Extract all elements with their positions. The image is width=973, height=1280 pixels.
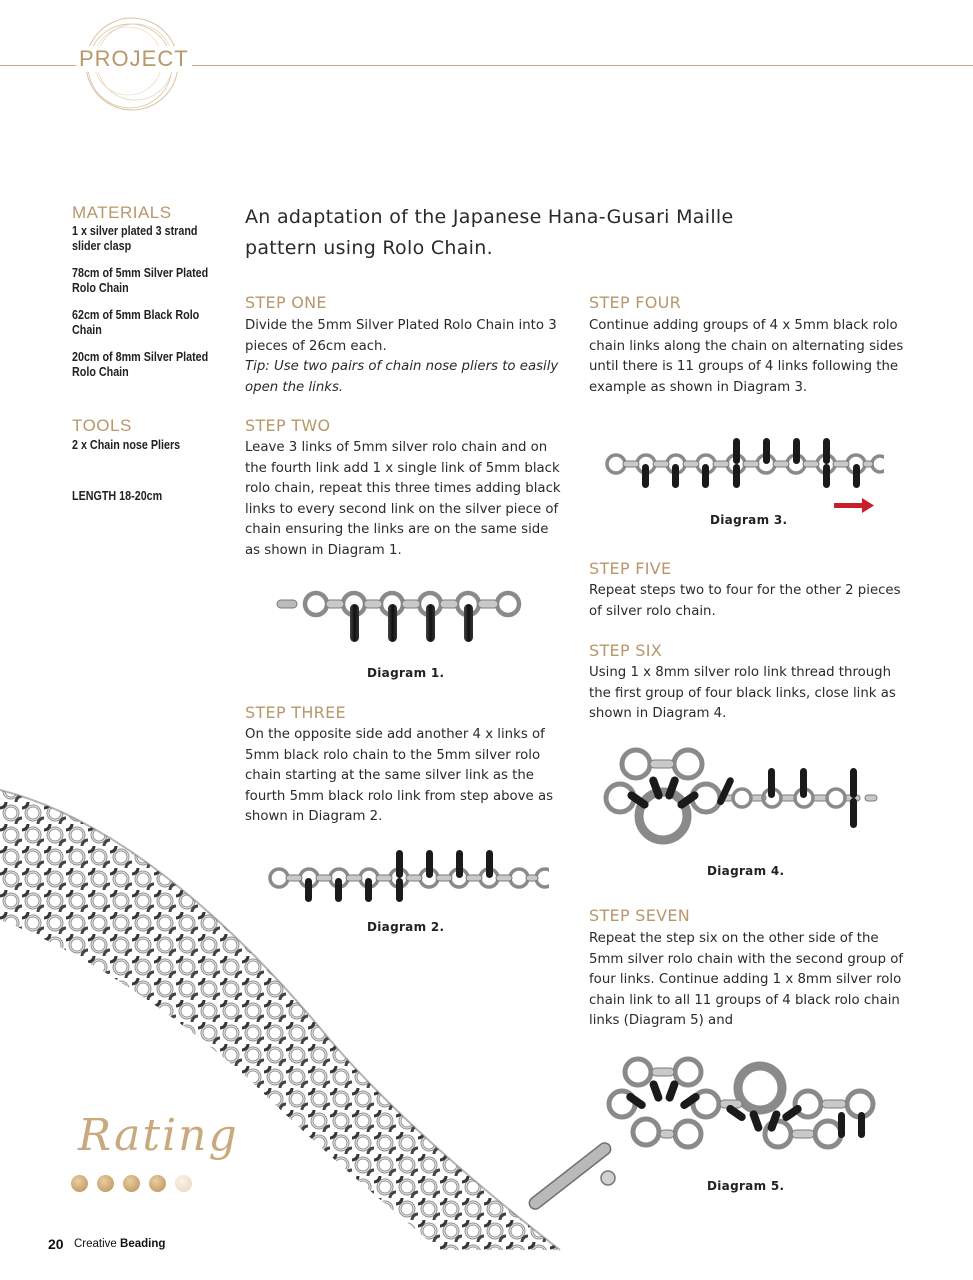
step-seven-text: Repeat the step six on the other side of the 5mm silver rolo chain with the second group of four links. Continue adding 1 x 8mm silver rolo chain link to all 11 groups of 4 black rolo chain links (Diagram 5) and xyxy=(589,931,904,1028)
material-item: 1 x silver plated 3 strand slider clasp xyxy=(72,224,198,253)
diagram-5 xyxy=(602,1052,882,1152)
rating-dot-filled xyxy=(71,1175,88,1192)
bracelet-photo xyxy=(0,780,640,1260)
magazine-name-light: Creative xyxy=(74,1238,117,1250)
diagram-2-caption: Diagram 2. xyxy=(367,920,445,934)
step-one-text xyxy=(245,316,567,398)
step-two-text: Leave 3 links of 5mm silver rolo chain and on the fourth link add 1 x single link of 5mm black rolo chain, repeat this three times adding black links to every second link on the silver piece of chain ensuring the links are on the same side as shown in Diagram 1. xyxy=(245,440,561,558)
magazine-name xyxy=(74,1238,165,1250)
diagram-3 xyxy=(602,432,884,514)
materials-heading: MATERIALS xyxy=(72,203,172,222)
diagram-1 xyxy=(272,582,537,648)
direction-arrow-icon xyxy=(834,498,874,513)
step-three-text: On the opposite side add another 4 x links of 5mm black rolo chain to the 5mm silver rolo chain starting at the same silver link as the fourth 5mm black rolo link from step above as shown in Diagram 2. xyxy=(245,727,554,824)
step-one-tip: Tip: Use two pairs of chain nose pliers to easily open the links. xyxy=(245,359,559,395)
step-four-text: Continue adding groups of 4 x 5mm black rolo chain links along the chain on alternating sides until there is 11 groups of 4 links following the example as shown in Diagram 3. xyxy=(589,318,904,395)
material-item: 20cm of 8mm Silver Plated Rolo Chain xyxy=(72,350,209,379)
step-seven-title: STEP SEVEN xyxy=(589,906,691,925)
diagram-4 xyxy=(600,738,880,850)
diagram-3-caption: Diagram 3. xyxy=(710,513,788,527)
step-one-body: Divide the 5mm Silver Plated Rolo Chain into 3 pieces of 26cm each. xyxy=(245,318,557,354)
page-number: 20 xyxy=(48,1236,64,1252)
rating-dot-filled xyxy=(123,1175,140,1192)
diagram-1-caption: Diagram 1. xyxy=(367,666,445,680)
rating-dot-filled xyxy=(149,1175,166,1192)
tools-heading: TOOLS xyxy=(72,416,132,435)
step-six-title: STEP SIX xyxy=(589,641,663,660)
section-label: PROJECT xyxy=(76,46,192,72)
rating-dot-empty xyxy=(175,1175,192,1192)
rating-label: Rating xyxy=(78,1110,239,1161)
toggle-clasp-icon xyxy=(527,1140,615,1211)
material-item: 78cm of 5mm Silver Plated Rolo Chain xyxy=(72,266,209,295)
step-four-title: STEP FOUR xyxy=(589,293,682,312)
tool-item: 2 x Chain nose Pliers xyxy=(72,438,181,452)
material-item: 62cm of 5mm Black Rolo Chain xyxy=(72,308,200,337)
rating-dot-filled xyxy=(97,1175,114,1192)
diagram-5-caption: Diagram 5. xyxy=(707,1179,785,1193)
step-five-title: STEP FIVE xyxy=(589,559,672,578)
step-six-text: Using 1 x 8mm silver rolo link thread through the first group of four black links, close link as shown in Diagram 4. xyxy=(589,665,896,721)
magazine-name-bold: Beading xyxy=(120,1238,166,1250)
step-five-text: Repeat steps two to four for the other 2 pieces of silver rolo chain. xyxy=(589,583,901,619)
step-three-title: STEP THREE xyxy=(245,703,346,722)
diagram-4-caption: Diagram 4. xyxy=(707,864,785,878)
intro-text: An adaptation of the Japanese Hana-Gusari Maille pattern using Rolo Chain. xyxy=(245,206,734,259)
length-info: LENGTH 18-20cm xyxy=(72,489,163,503)
step-two-title: STEP TWO xyxy=(245,416,331,435)
step-one-title: STEP ONE xyxy=(245,293,327,312)
